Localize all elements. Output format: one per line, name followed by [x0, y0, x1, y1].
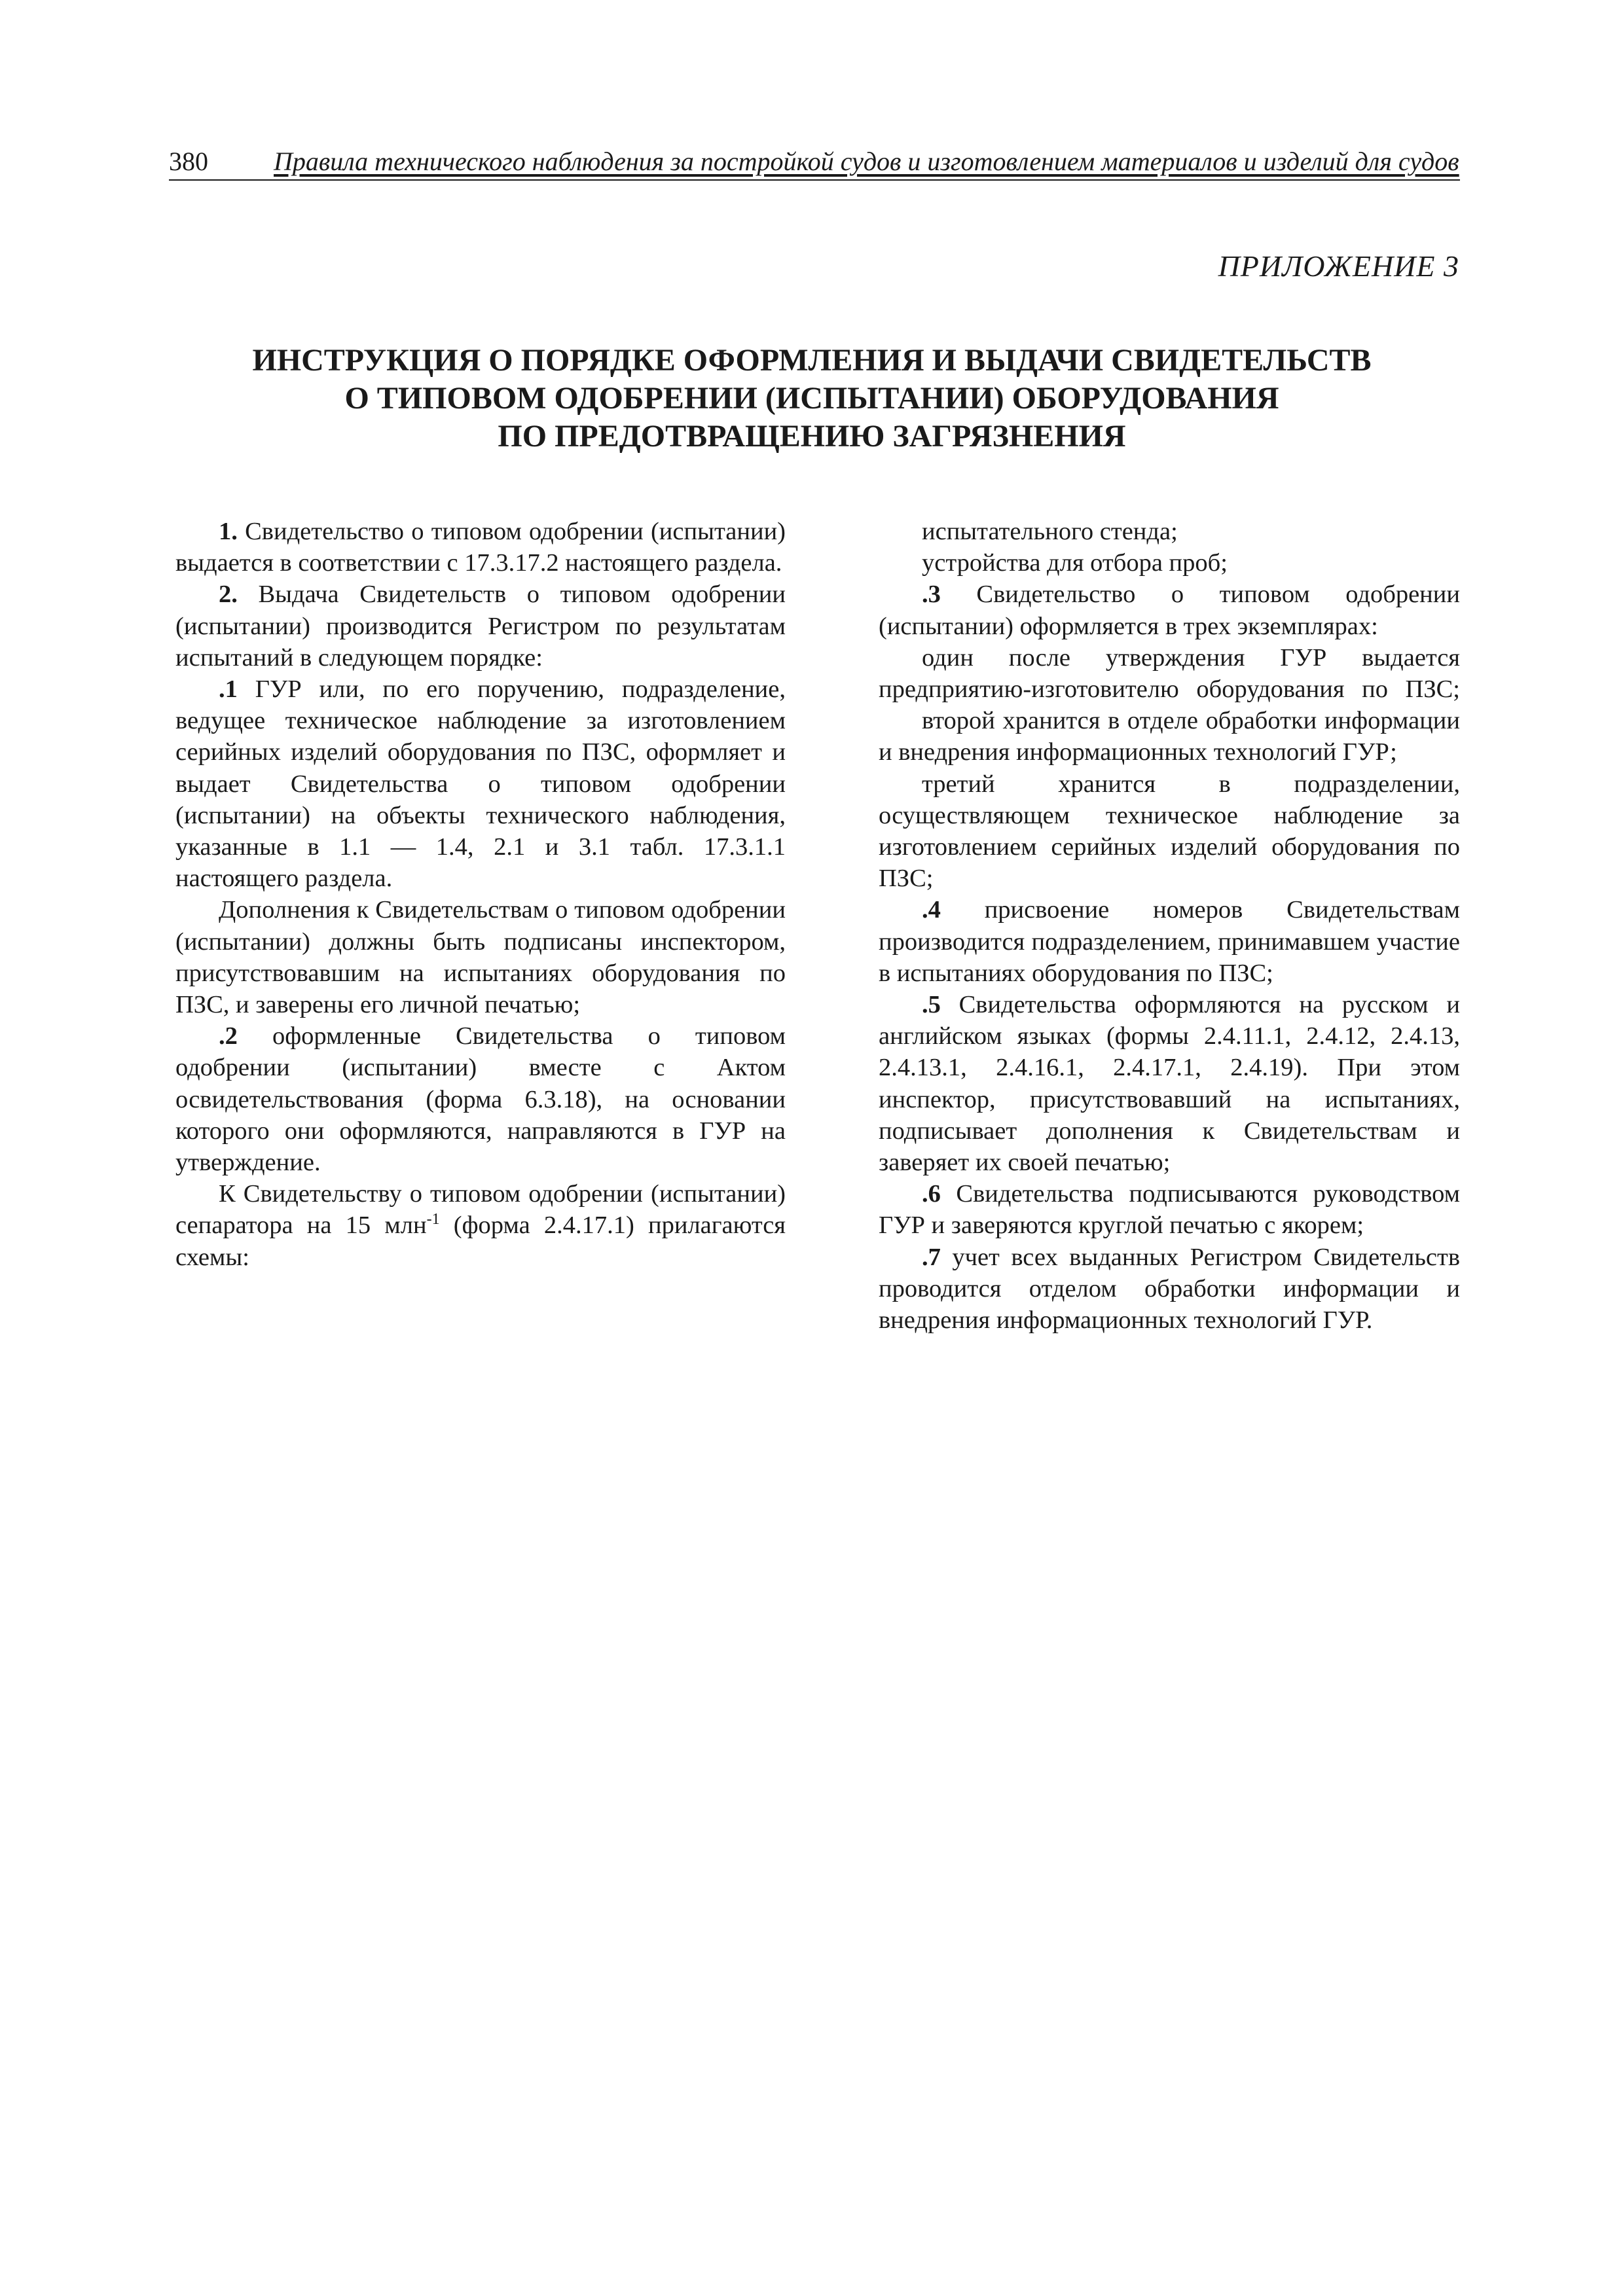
paragraph-text: ГУР или, по его поручению, подразделение, ведущее техническое наблюдение за изготовлением серийных изделий оборудования по ПЗС, оформляет и выдает Свидетельства о типовом одобрении (испытании) на объекты технического наблюдения, указанные в 1.1 — 1.4, 2.1 и 3.1 табл. 17.3.1.1 настоящего раздела. [175, 675, 786, 893]
paragraph [879, 989, 1460, 1178]
paragraph [879, 768, 1460, 895]
paragraph [879, 1178, 1460, 1241]
paragraph-number: 1. [219, 518, 238, 545]
paragraph-text: устройства для отбора проб; [922, 549, 1228, 577]
paragraph [175, 1020, 786, 1178]
paragraph-text: Свидетельства оформляются на русском и английском языках (формы 2.4.11.1, 2.4.12, 2.4.13, 2.4.13.1, 2.4.16.1, 2.4.17.1, 2.4.19). При этом инспектор, присутствовавший на испытаниях, подписывает дополнения к Свидетельствам и заверяет их своей печатью; [879, 991, 1460, 1177]
paragraph-text: Выдача Свидетельств о типовом одобрении (испытании) производится Регистром по результатам испытаний в следующем порядке: [175, 581, 786, 672]
paragraph [879, 894, 1460, 989]
paragraph [879, 516, 1460, 547]
paragraph-number: .5 [922, 991, 941, 1019]
paragraph-number: .7 [922, 1243, 941, 1271]
paragraph-text: второй хранится в отделе обработки информации и внедрения информационных технологий ГУР; [879, 707, 1460, 766]
paragraph-number: 2. [219, 581, 238, 609]
paragraph-text: Свидетельства подписываются руководством ГУР и заверяются круглой печатью с якорем; [879, 1180, 1460, 1240]
page-header [169, 145, 1460, 182]
paragraph [175, 516, 786, 579]
title-line: ИНСТРУКЦИЯ О ПОРЯДКЕ ОФОРМЛЕНИЯ И ВЫДАЧИ СВИДЕТЕЛЬСТВ [252, 343, 1372, 378]
paragraph-number: .6 [922, 1180, 941, 1208]
document-title [164, 342, 1460, 456]
paragraph-text: Свидетельство о типовом одобрении (испытании) выдается в соответствии с 17.3.17.2 настоящего раздела. [175, 518, 786, 577]
right-column [879, 516, 1460, 1336]
title-line: О ТИПОВОМ ОДОБРЕНИИ (ИСПЫТАНИИ) ОБОРУДОВАНИЯ [344, 381, 1279, 416]
page-number: 380 [169, 147, 208, 176]
paragraph [879, 1242, 1460, 1336]
paragraph-text: Свидетельство о типовом одобрении (испытании) оформляется в трех экземплярах: [879, 581, 1460, 640]
paragraph-text: один после утверждения ГУР выдается предприятию-изготовителю оборудования по ПЗС; [879, 643, 1460, 704]
paragraph-text: К Свидетельству о типовом одобрении (испытании) сепаратора на 15 млн [175, 1180, 786, 1240]
paragraph-text: учет всех выданных Регистром Свидетельств проводится отделом обработки информации и внедрения информационных технологий ГУР. [879, 1243, 1460, 1335]
superscript: -1 [426, 1211, 440, 1229]
left-column [175, 516, 786, 1273]
running-title: Правила технического наблюдения за постройкой судов и изготовлением материалов и изделий для судов [274, 147, 1459, 176]
paragraph-number: .2 [219, 1022, 238, 1050]
paragraph-number: .1 [219, 675, 238, 704]
paragraph-text: присвоение номеров Свидетельствам производится подразделением, принимавшем участие в испытаниях оборудования по ПЗС; [879, 896, 1460, 987]
paragraph [175, 673, 786, 894]
paragraph [175, 1178, 786, 1273]
paragraph [175, 579, 786, 673]
paragraph-text: испытательного стенда; [922, 518, 1178, 545]
paragraph-text: Дополнения к Свидетельствам о типовом одобрении (испытании) должны быть подписаны инспектором, присутствовавшим на испытаниях оборудования по ПЗС, и заверены его личной печатью; [175, 896, 786, 1019]
header-rule [169, 179, 1460, 181]
paragraph [175, 894, 786, 1020]
paragraph [879, 705, 1460, 768]
title-line: ПО ПРЕДОТВРАЩЕНИЮ ЗАГРЯЗНЕНИЯ [498, 419, 1126, 454]
paragraph [879, 579, 1460, 641]
paragraph-text: (форма 2.4.17.1) прилагаются схемы: [175, 1211, 786, 1271]
paragraph [879, 642, 1460, 705]
paragraph-number: .4 [922, 896, 941, 924]
paragraph-number: .3 [922, 581, 941, 609]
paragraph-text: оформленные Свидетельства о типовом одобрении (испытании) вместе с Актом освидетельствования (форма 6.3.18), на основании которого они оформляются, направляются в ГУР на утверждение. [175, 1022, 786, 1177]
appendix-label: ПРИЛОЖЕНИЕ 3 [1218, 249, 1459, 283]
paragraph-text: третий хранится в подразделении, осуществляющем техническое наблюдение за изготовлением серийных изделий оборудования по ПЗС; [879, 770, 1460, 893]
paragraph [879, 547, 1460, 579]
